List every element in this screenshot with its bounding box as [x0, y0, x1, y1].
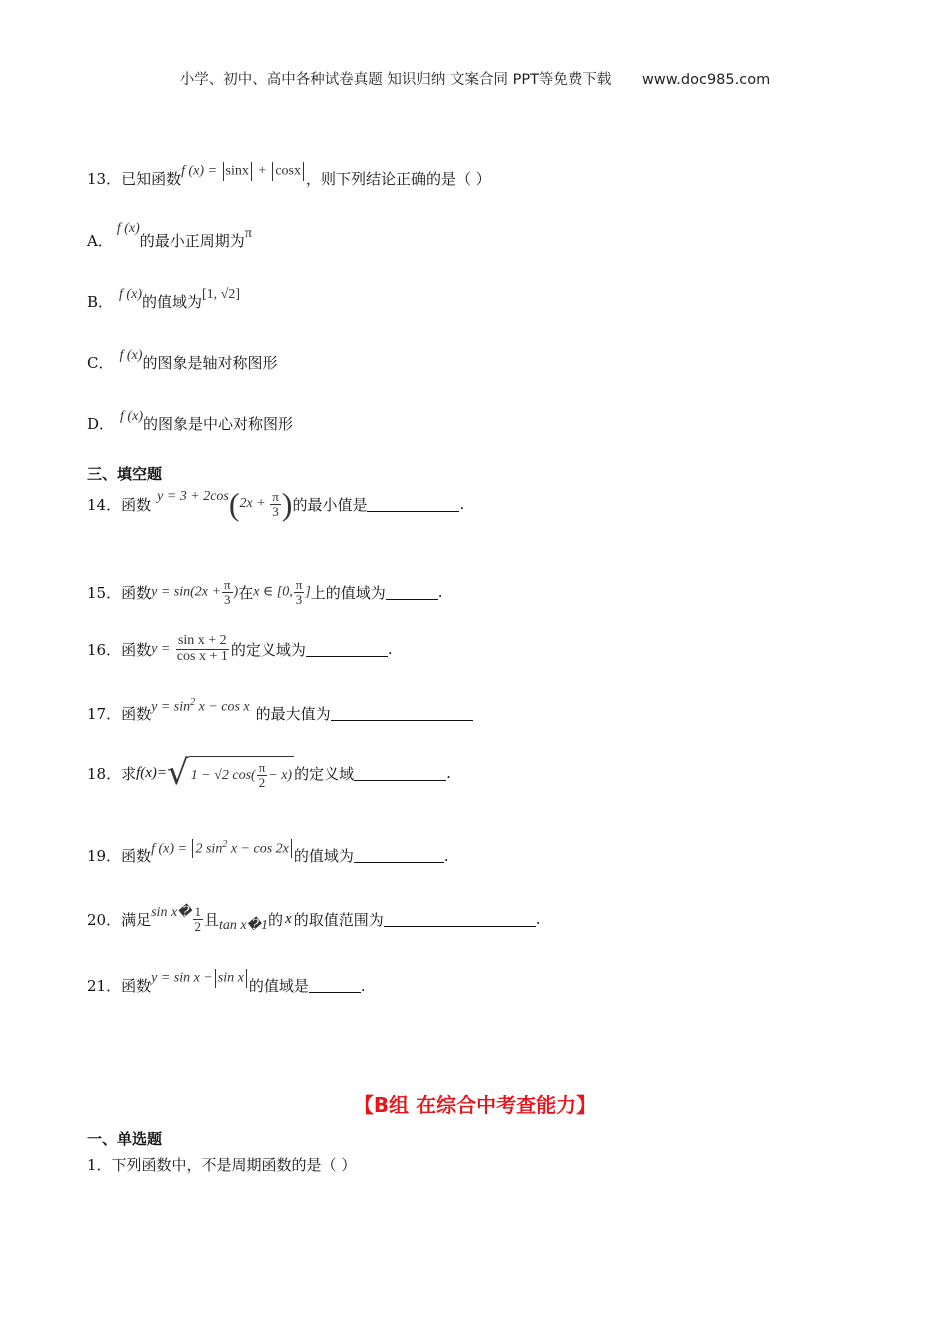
question-text: 的定义域为 [230, 640, 306, 659]
header-site: www.doc985.com [642, 72, 771, 88]
question-19: 19． 函数 f (x) = 2 $\sin^2 x - \cos 2x$ 的值域为 . [87, 838, 449, 865]
section-single-choice: 一、单选题 [87, 1130, 163, 1148]
answer-blank[interactable] [386, 585, 438, 600]
question-text: 下列函数中，不是周期函数的是（ ） [111, 1156, 357, 1174]
option-text: 的值域为 [141, 293, 202, 311]
question-text: 的定义域 [294, 764, 355, 783]
question-text: ，则下列结论正确的是（ ） [305, 170, 491, 188]
math-expression: y = 3 + 2cos(2x + $\frac{\pi}{3}$ ) [157, 486, 293, 522]
math-fx: f (x) [119, 347, 143, 363]
math-interval: x ∈ [0, $\frac{\pi}{3}$ ] [253, 577, 311, 607]
question-text: 的最大值为 [255, 705, 331, 723]
math-expression: y = sin x − sin x [151, 969, 249, 988]
question-number: 1． [87, 1156, 112, 1174]
question-21: 21． 函数 y = sin x − sin x 的值域是 . [87, 970, 366, 995]
question-text: 函数 [121, 640, 152, 659]
question-15: 15． 函数 y = sin(2x + $\frac{\pi}{3}$ ) 在 x ∈ [0, $\frac{\pi}{3}$ ] 上的值域为 . [87, 577, 443, 607]
question-text: 上的值域为 [310, 583, 386, 602]
question-b1 [87, 1154, 356, 1175]
question-14: 14． 函数 y = 3 + 2cos(2x + $\frac{\pi}{3}$ ) 的最小值是 . [87, 486, 465, 522]
question-17 [87, 697, 473, 724]
math-expression: tan x�1 [219, 917, 269, 933]
page-header [0, 68, 950, 89]
answer-blank[interactable] [367, 497, 459, 512]
question-number: 20． [87, 910, 122, 929]
question-20: 20． 满足 sin x� $\frac{1}{2}$ 且 tan x�1 的 x 的取值范围为 . [87, 904, 541, 934]
question-text: 求 [121, 764, 137, 783]
answer-blank[interactable] [354, 766, 446, 781]
question-number: 17． [87, 705, 122, 723]
question-number: 18． [87, 764, 122, 783]
question-number: 13． [87, 170, 122, 188]
math-expression: y = sin(2x + $\frac{\pi}{3}$ ) [151, 577, 239, 607]
math-expression: f (x) = 2 $\sin^2 x - \cos 2x$ [151, 839, 294, 859]
section-fill-in: 三、填空题 [87, 465, 163, 483]
option-label: C． [87, 354, 114, 372]
question-number: 15． [87, 583, 122, 602]
math-fx: f(x)= [136, 764, 168, 781]
math-fx: f (x) [116, 220, 140, 236]
option-d [87, 408, 293, 434]
math-fx: f (x) [119, 286, 142, 302]
question-number: 14． [87, 495, 122, 514]
question-text: 的值域是 [248, 977, 309, 995]
answer-blank[interactable] [309, 978, 361, 993]
question-text: 且 [204, 910, 220, 929]
math-expression: f (x) = sinx + cosx [181, 162, 306, 181]
question-text: 满足 [121, 910, 152, 929]
question-text: 的值域为 [293, 847, 354, 865]
math-expression: sin x� [151, 904, 192, 920]
math-fx: f (x) [120, 408, 143, 424]
option-text: 的图象是轴对称图形 [142, 354, 278, 372]
question-18: 18． 求 f(x)= √ 1 − √2 cos( $\frac{\pi}{2}$ − x) 的定义域 . [87, 753, 451, 793]
question-text: 函数 [121, 583, 152, 602]
option-text: 的图象是中心对称图形 [142, 415, 293, 433]
option-label: A． [87, 232, 113, 250]
math-pi: π [244, 225, 252, 241]
question-13 [87, 163, 491, 189]
group-b-title: 【B组 在综合中考查能力】 [353, 1093, 597, 1117]
question-text: 的 [268, 910, 284, 929]
question-text: 函数 [121, 495, 152, 514]
option-c [87, 347, 278, 373]
option-label: B． [87, 293, 114, 311]
option-label: D． [87, 415, 115, 433]
question-number: 16． [87, 640, 122, 659]
math-range: [1, √2] [202, 286, 241, 302]
option-a [87, 220, 252, 251]
option-b [87, 286, 241, 312]
math-sqrt: √ 1 − √2 cos( $\frac{\pi}{2}$ − x) [167, 753, 293, 793]
answer-blank[interactable] [384, 912, 536, 927]
question-text: 函数 [121, 705, 152, 723]
answer-blank[interactable] [306, 642, 388, 657]
question-text: 函数 [121, 977, 152, 995]
math-expression: $y = \sin^2 x - \cos x$ [151, 697, 250, 715]
question-number: 19． [87, 847, 122, 865]
question-text: 已知函数 [121, 170, 182, 188]
math-var: x [285, 910, 292, 927]
question-number: 21． [87, 977, 122, 995]
math-expression: y = $\frac{\text{sin x + 2}}{\text{cos x + 1}}$ [151, 633, 228, 664]
question-text: 的最小值是 [292, 495, 368, 514]
question-text: 在 [238, 583, 254, 602]
header-text: 小学、初中、高中各种试卷真题 知识归纳 文案合同 PPT等免费下载 [179, 72, 612, 88]
answer-blank[interactable] [331, 706, 473, 721]
option-text: 的最小正周期为 [139, 232, 245, 250]
question-text: 函数 [121, 847, 152, 865]
question-text: 的取值范围为 [293, 910, 384, 929]
question-16: 16． 函数 y = $\frac{\text{sin x + 2}}{\text{cos x + 1}}$ 的定义域为 . [87, 633, 393, 664]
answer-blank[interactable] [354, 848, 444, 863]
